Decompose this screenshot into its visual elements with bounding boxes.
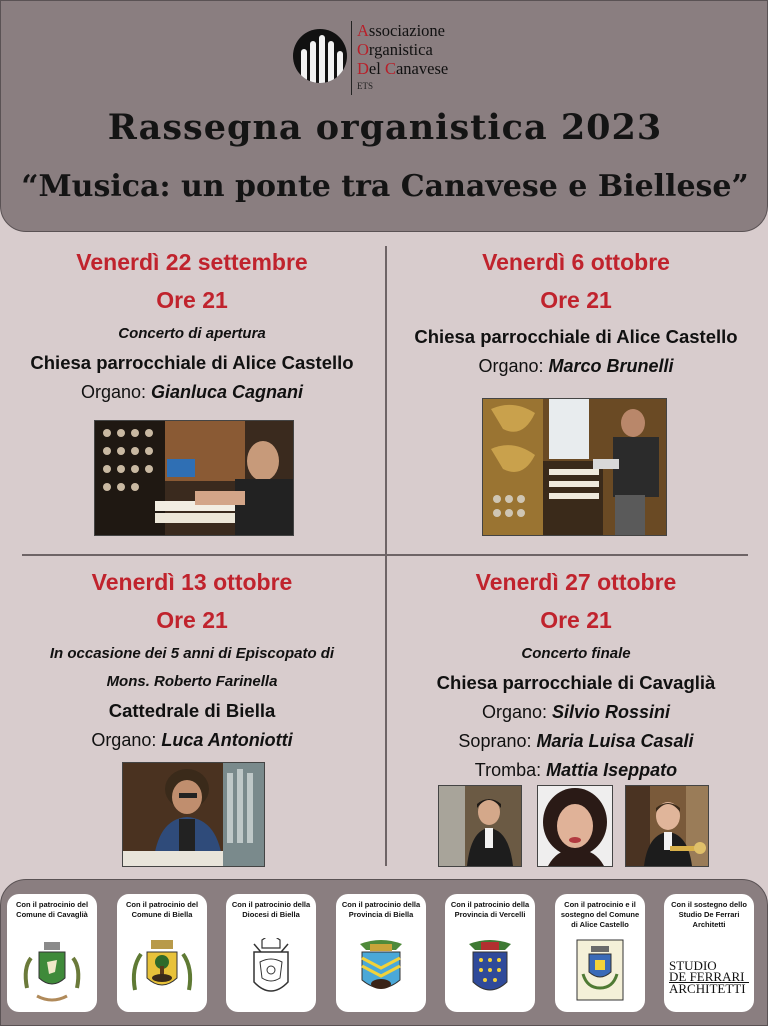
logo-wordmark: Associazione Organistica Del Canavese [357,21,449,78]
biella-crest-icon [127,938,197,1008]
event-venue: Chiesa parrocchiale di Alice Castello [414,326,738,347]
event-date: Venerdì 22 settembre [76,249,308,275]
event-time: Ore 21 [540,607,612,633]
studio-logo: STUDIO DE FERRARI ARCHITETTI [669,960,749,994]
event-card-1 [0,244,384,407]
header-banner [0,0,768,232]
event-note-line-2: Mons. Roberto Farinella [106,673,278,690]
page-subtitle: “Musica: un ponte tra Canavese e Biellese” [21,169,749,204]
event-card-2 [384,244,768,381]
organ-pipes-icon [293,29,347,83]
cavaglia-crest-icon [17,938,87,1008]
event-card-4 [384,564,768,785]
patron-label: Con il patrocinio del Comune di Cavaglià [15,900,89,919]
patrons-footer [0,879,768,1026]
event-performer-soprano: Soprano: Maria Luisa Casali [458,731,694,751]
event-note-line-1: In occasione dei 5 anni di Episcopato di [49,645,335,662]
patron-label: Con il sostegno dello Studio De Ferrari Architetti [671,900,747,929]
event-venue: Chiesa parrocchiale di Alice Castello [30,352,354,373]
event-venue: Cattedrale di Biella [108,700,276,721]
patron-label: Con il patrocinio e il sostegno del Comune di Alice Castello [560,900,640,929]
event-time: Ore 21 [540,287,612,313]
event-card-3 [0,564,384,755]
patron-studio-de-ferrari [664,894,754,1012]
alice-castello-crest-icon [565,938,635,1008]
event-performer-trumpet: Tromba: Mattia Iseppato [474,760,678,780]
patron-label: Con il patrocinio del Comune di Biella [125,900,199,919]
event-performer: Organo: Luca Antoniotti [91,730,293,750]
performer-photo-trumpet [625,785,709,867]
performer-photo-organ [438,785,522,867]
horizontal-divider [22,554,748,556]
performer-photo-soprano [537,785,613,867]
event-performer: Organo: Marco Brunelli [478,356,674,376]
event-performer: Organo: Gianluca Cagnani [80,382,304,402]
patron-label: Con il patrocinio della Provincia di Biella [341,900,421,919]
provincia-vercelli-crest-icon [455,938,525,1008]
organist-photo-2 [482,398,667,536]
organist-photo-1 [94,420,294,536]
event-date: Venerdì 13 ottobre [91,569,293,595]
provincia-biella-crest-icon [346,938,416,1008]
event-date: Venerdì 27 ottobre [475,569,677,595]
patron-diocesi-biella [226,894,316,1012]
patron-biella [117,894,207,1012]
event-performer-organ: Organo: Silvio Rossini [481,702,671,722]
association-logo [293,19,493,99]
event-date: Venerdì 6 ottobre [482,249,670,275]
patron-cavaglia [7,894,97,1012]
logo-ets: ETS [357,81,374,91]
patron-label: Con il patrocinio della Diocesi di Biella [231,900,311,919]
page-title: Rassegna organistica 2023 [107,107,663,148]
organist-photo-3 [122,762,265,867]
event-time: Ore 21 [156,287,228,313]
patron-provincia-vercelli [445,894,535,1012]
patron-provincia-biella [336,894,426,1012]
patron-label: Con il patrocinio della Provincia di Vercelli [450,900,530,919]
event-time: Ore 21 [156,607,228,633]
patron-alice-castello [555,894,645,1012]
diocese-crest-icon [236,938,306,1008]
event-note: Concerto di apertura [118,325,266,342]
event-note: Concerto finale [521,645,631,662]
event-venue: Chiesa parrocchiale di Cavaglià [436,672,716,693]
